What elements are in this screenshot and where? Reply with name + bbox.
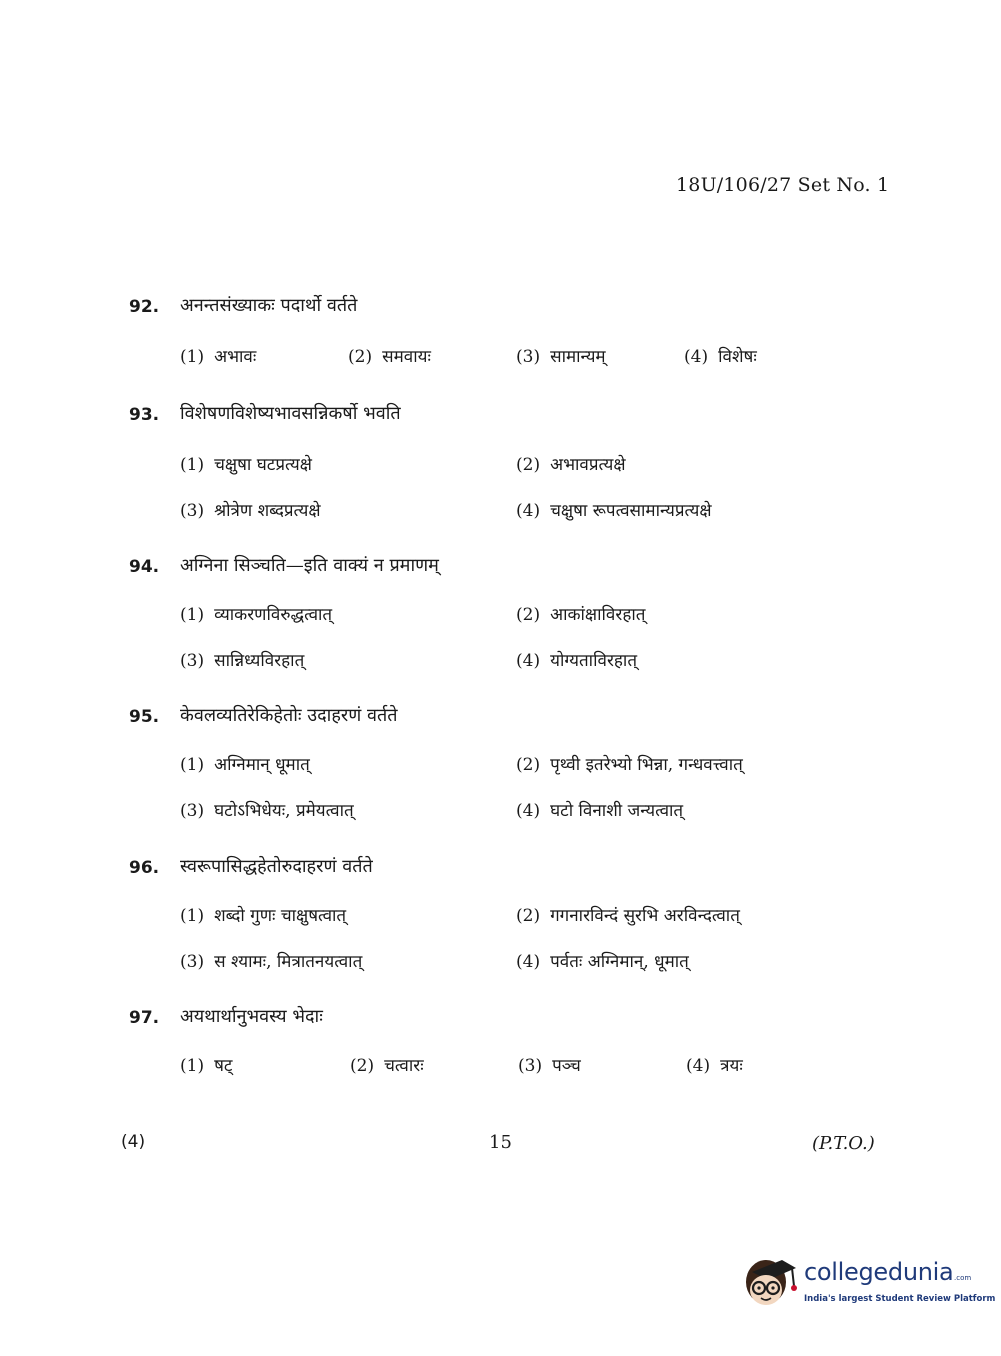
footer-booklet-number: (4) [121, 1132, 146, 1152]
question-number: 96. [129, 858, 160, 878]
question-number: 95. [129, 707, 160, 727]
question-text: अनन्तसंख्याकः पदार्थो वर्तते [180, 295, 358, 316]
option-3: (3) सान्निध्यविरहात् [180, 651, 305, 671]
option-4: (4) घटो विनाशी जन्यत्वात् [516, 801, 684, 821]
option-1: (1) चक्षुषा घटप्रत्यक्षे [180, 455, 312, 475]
option-1: (1) शब्दो गुणः चाक्षुषत्वात् [180, 906, 347, 926]
collegedunia-logo[interactable] [742, 1252, 996, 1312]
option-2: (2) समवायः [348, 347, 431, 367]
question-number: 93. [129, 405, 160, 425]
page-code: 18U/106/27 Set No. 1 [676, 174, 890, 196]
option-4: (4) त्रयः [686, 1056, 743, 1076]
mascot-icon [742, 1252, 800, 1310]
brand-suffix: .com [954, 1274, 972, 1282]
option-2: (2) अभावप्रत्यक्षे [516, 455, 626, 475]
option-1: (1) अग्निमान् धूमात् [180, 755, 310, 775]
option-4: (4) योग्यताविरहात् [516, 651, 638, 671]
option-2: (2) गगनारविन्दं सुरभि अरविन्दत्वात् [516, 906, 740, 926]
brand-name: collegedunia [804, 1258, 954, 1286]
option-4: (4) विशेषः [684, 347, 757, 367]
option-3: (3) सामान्यम् [516, 347, 606, 367]
option-1: (1) षट् [180, 1056, 233, 1076]
question-number: 92. [129, 297, 160, 317]
option-1: (1) अभावः [180, 347, 257, 367]
question-number: 97. [129, 1008, 160, 1028]
question-text: स्वरूपासिद्धहेतोरुदाहरणं वर्तते [180, 856, 373, 877]
question-text: अयथार्थानुभवस्य भेदाः [180, 1006, 323, 1027]
question-number: 94. [129, 557, 160, 577]
option-3: (3) श्रोत्रेण शब्दप्रत्यक्षे [180, 501, 321, 521]
option-1: (1) व्याकरणविरुद्धत्वात् [180, 605, 333, 625]
option-4: (4) चक्षुषा रूपत्वसामान्यप्रत्यक्षे [516, 501, 712, 521]
option-4: (4) पर्वतः अग्निमान्, धूमात् [516, 952, 689, 972]
question-text: विशेषणविशेष्यभावसन्निकर्षो भवति [180, 403, 401, 424]
option-3: (3) पञ्च [518, 1056, 581, 1076]
brand-tagline: India's largest Student Review Platform [804, 1294, 996, 1304]
option-2: (2) पृथ्वी इतरेभ्यो भिन्ना, गन्धवत्त्वात् [516, 755, 743, 775]
option-3: (3) घटोऽभिधेयः, प्रमेयत्वात् [180, 801, 354, 821]
question-text: केवलव्यतिरेकिहेतोः उदाहरणं वर्तते [180, 705, 398, 726]
option-2: (2) आकांक्षाविरहात् [516, 605, 646, 625]
pto-note: (P.T.O.) [812, 1133, 875, 1154]
option-2: (2) चत्वारः [350, 1056, 424, 1076]
question-text: अग्निना सिञ्चति—इति वाक्यं न प्रमाणम् [180, 555, 439, 576]
page-number: 15 [489, 1132, 512, 1153]
option-3: (3) स श्यामः, मित्रातनयत्वात् [180, 952, 363, 972]
